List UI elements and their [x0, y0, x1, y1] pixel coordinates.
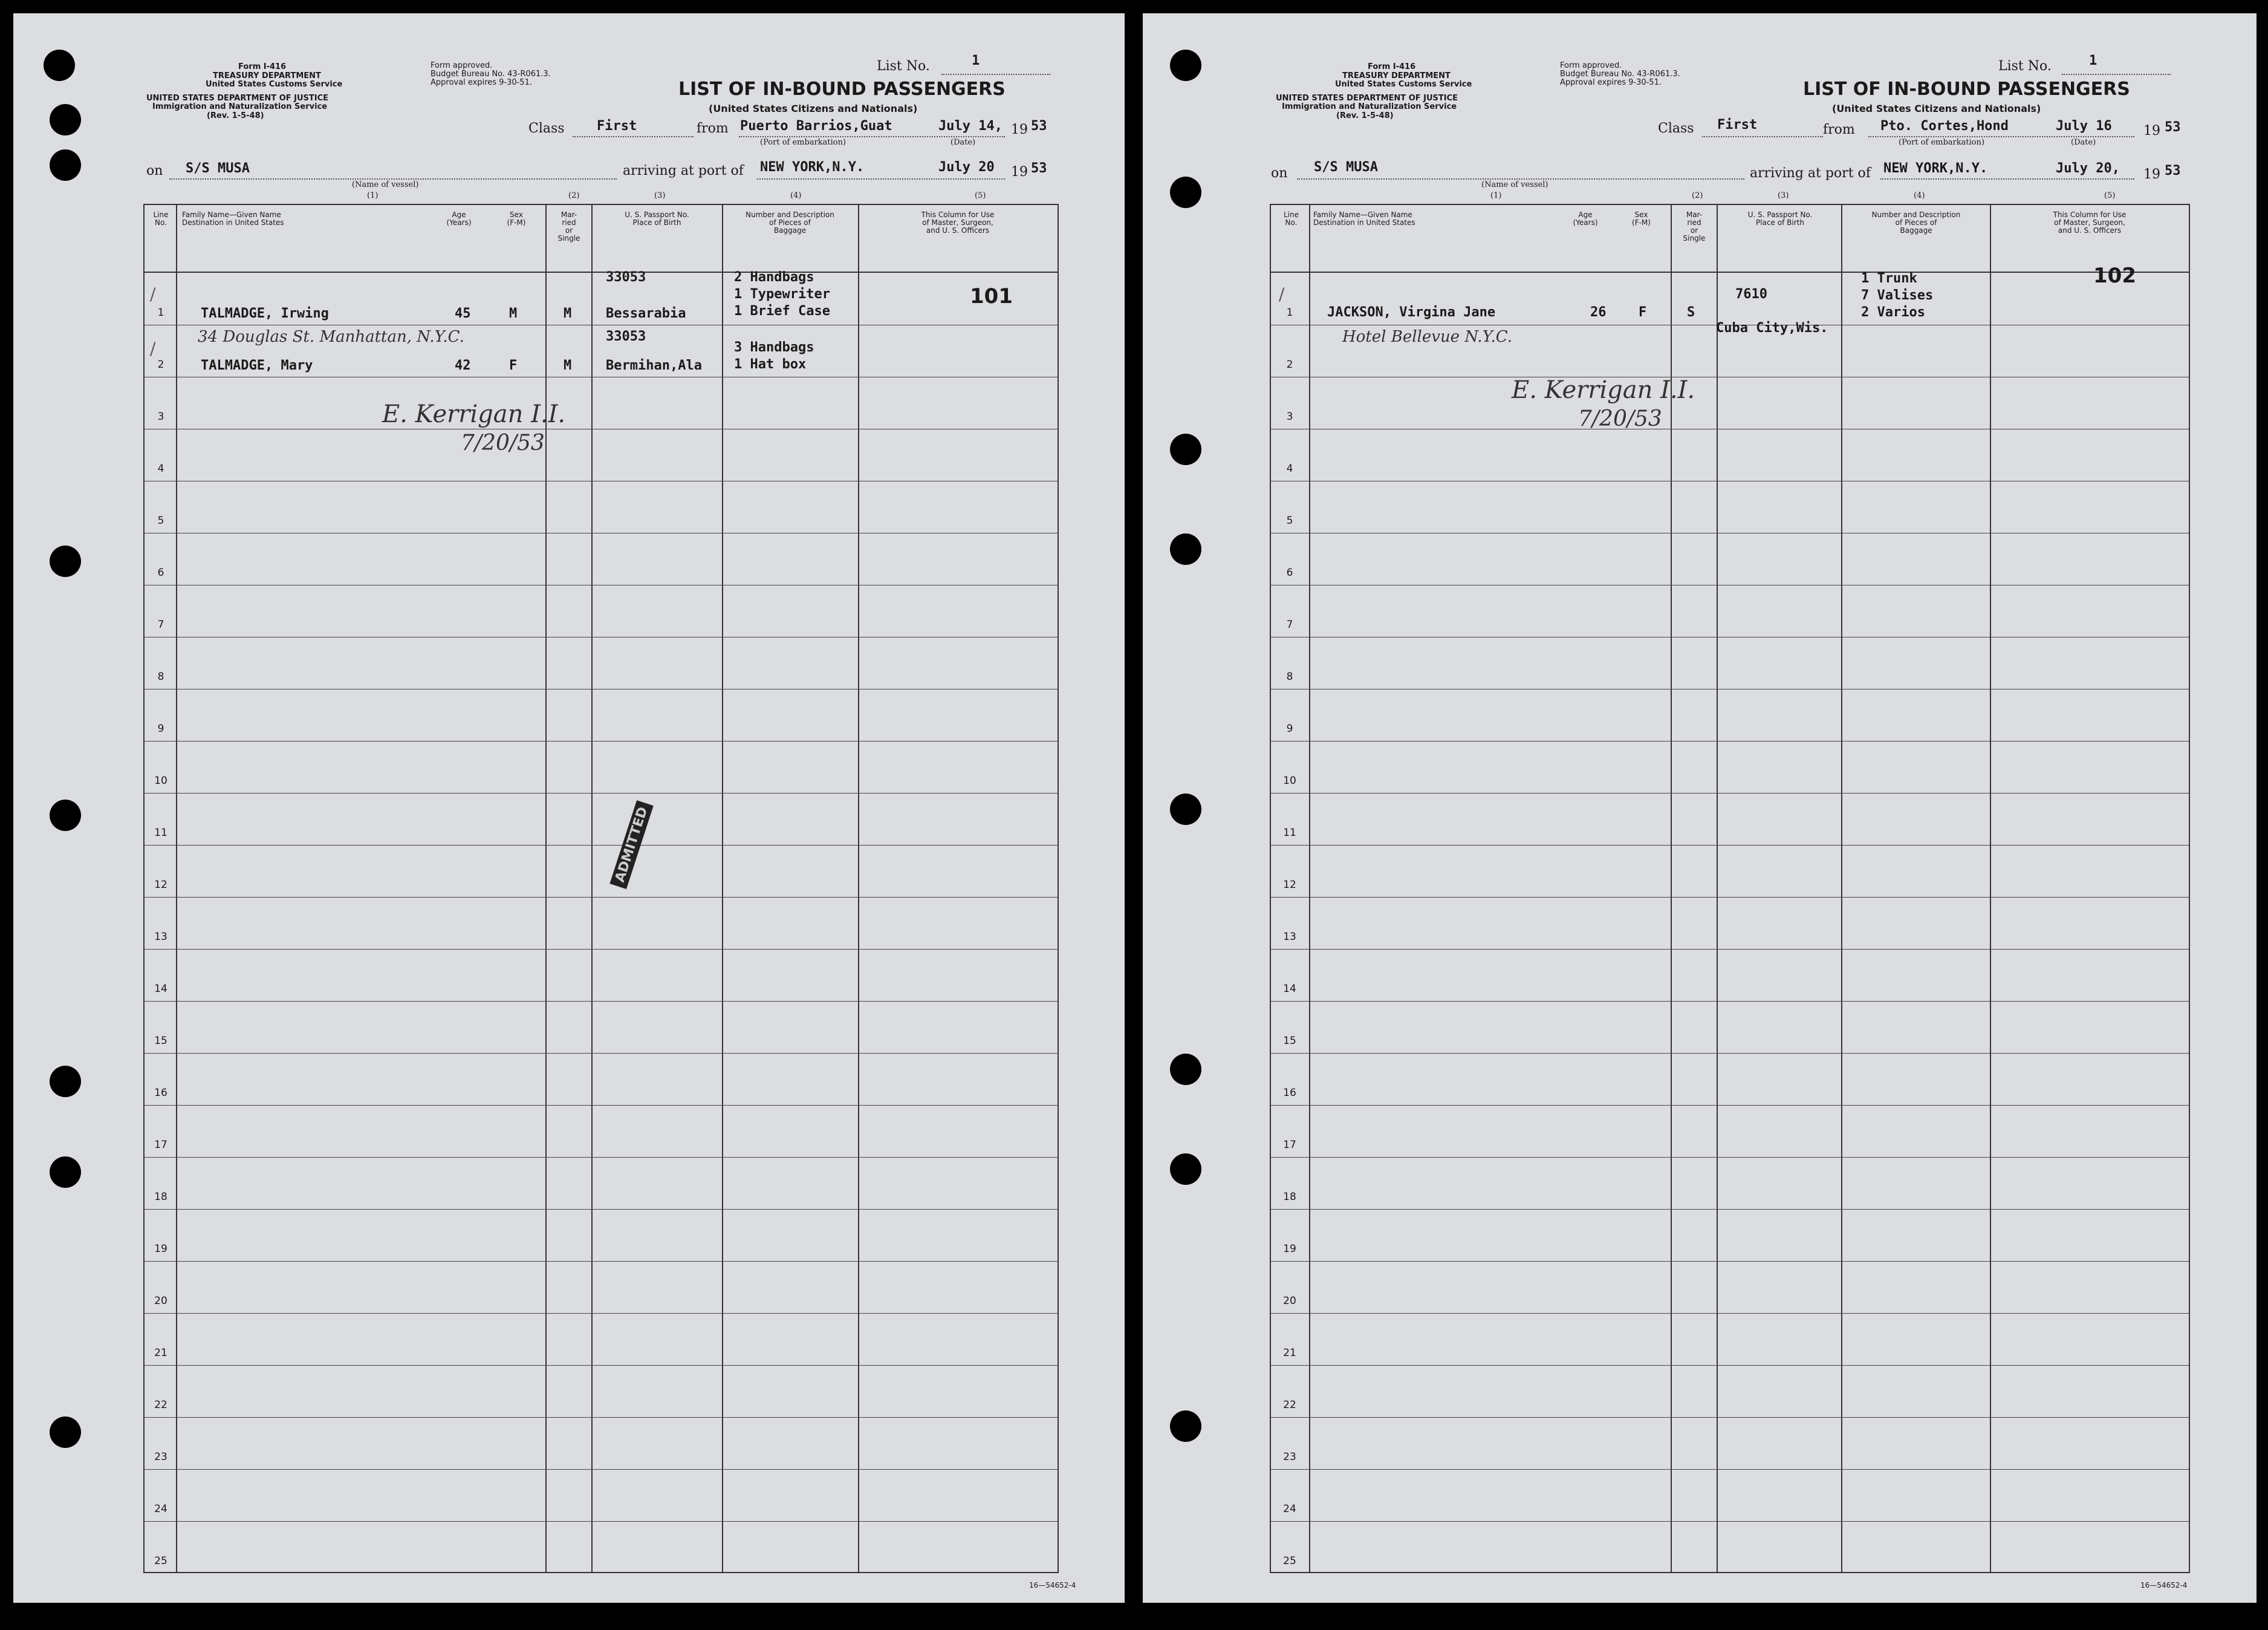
- binder-hole: [1170, 533, 1201, 565]
- row-rule: [1271, 1261, 2189, 1262]
- line-number: 22: [1283, 1399, 1296, 1411]
- date-caption: (Date): [950, 138, 976, 147]
- line-number: 13: [154, 931, 167, 943]
- row-rule: [145, 1521, 1058, 1522]
- list-no-label: List No.: [1998, 59, 2052, 74]
- line-number: 23: [1283, 1451, 1296, 1463]
- line-number: 21: [154, 1347, 167, 1359]
- form-number: Form I-416: [238, 62, 287, 71]
- column-divider: [1309, 205, 1310, 1572]
- binder-hole: [50, 1156, 81, 1188]
- line-number: 3: [157, 411, 164, 423]
- passenger-sex: F: [509, 358, 518, 373]
- embarkation-year: 53: [2165, 120, 2181, 135]
- line-number: 5: [157, 515, 164, 527]
- arrival-year: 53: [2165, 163, 2181, 178]
- column-number: (5): [975, 191, 986, 200]
- line-number: 16: [154, 1087, 167, 1099]
- row-rule: [145, 1209, 1058, 1210]
- binder-hole: [1170, 794, 1201, 825]
- row-rule: [1271, 1209, 2189, 1210]
- line-number: 11: [154, 827, 167, 839]
- baggage-item: 1 Typewriter: [734, 287, 830, 302]
- page-title: LIST OF IN-BOUND PASSENGERS: [1803, 79, 2130, 100]
- line-number: 8: [1286, 671, 1293, 683]
- line-number: 22: [154, 1399, 167, 1411]
- row-rule: [145, 1157, 1058, 1158]
- page-subtitle: (United States Citizens and Nationals): [1832, 103, 2041, 114]
- vessel-caption: (Name of vessel): [1481, 180, 1548, 189]
- baggage-item: 7 Valises: [1861, 288, 1934, 303]
- row-rule: [1271, 949, 2189, 950]
- binder-hole: [50, 1416, 81, 1448]
- underline: [941, 74, 1050, 75]
- passenger-table: [143, 204, 1059, 1573]
- class-value: First: [597, 119, 637, 134]
- row-rule: [1271, 1417, 2189, 1418]
- row-rule: [145, 1469, 1058, 1470]
- col-header-officers: This Column for Use of Master, Surgeon, and U. S. Officers: [921, 210, 995, 235]
- row-rule: [1271, 1001, 2189, 1002]
- column-number: (4): [790, 191, 802, 200]
- line-number: 17: [1283, 1139, 1296, 1151]
- column-number: (1): [1490, 191, 1502, 200]
- vessel-caption: (Name of vessel): [352, 180, 419, 189]
- row-rule: [1271, 897, 2189, 898]
- row-rule: [1271, 1521, 2189, 1522]
- on-label: on: [146, 163, 163, 178]
- row-rule: [1271, 1053, 2189, 1054]
- row-rule: [145, 1053, 1058, 1054]
- year-prefix: 19: [2143, 167, 2160, 182]
- binder-hole: [1170, 1410, 1201, 1442]
- department: TREASURY DEPARTMENT: [213, 71, 321, 80]
- line-number: 15: [154, 1035, 167, 1047]
- line-number: 9: [157, 723, 164, 735]
- line-number: 14: [1283, 983, 1296, 995]
- header-divider: [1271, 272, 2189, 273]
- service: United States Customs Service: [1335, 80, 1472, 89]
- arriving-label: arriving at port of: [623, 163, 744, 178]
- column-number: (4): [1914, 191, 1925, 200]
- line-number: 24: [1283, 1503, 1296, 1515]
- line-number: 2: [157, 359, 164, 371]
- line-number: 6: [1286, 567, 1293, 579]
- row-rule: [145, 741, 1058, 742]
- department: UNITED STATES DEPARTMENT OF JUSTICE: [146, 94, 329, 103]
- binder-hole: [50, 546, 81, 577]
- page-subtitle: (United States Citizens and Nationals): [709, 103, 918, 114]
- approval-line: Budget Bureau No. 43-R061.3.: [431, 70, 551, 79]
- baggage-item: 2 Varios: [1861, 305, 1925, 320]
- col-header-passport: U. S. Passport No. Place of Birth: [1747, 210, 1813, 227]
- line-number: 4: [157, 463, 164, 475]
- arrival-port: NEW YORK,N.Y.: [760, 160, 865, 175]
- underline: [757, 178, 1005, 180]
- line-number: 11: [1283, 827, 1296, 839]
- passport-number: 7610: [1735, 287, 1767, 302]
- passenger-age: 45: [455, 306, 471, 321]
- year-prefix: 19: [1011, 122, 1028, 137]
- place-of-birth: Bessarabia: [606, 306, 686, 321]
- inspection-date: 7/20/53: [1578, 406, 1662, 431]
- line-number: 10: [154, 775, 167, 787]
- row-rule: [1271, 1469, 2189, 1470]
- col-header-baggage: Number and Description of Pieces of Baggage: [746, 210, 834, 235]
- officer-number: 101: [970, 284, 1013, 308]
- column-divider: [176, 205, 177, 1572]
- passenger-age: 26: [1590, 305, 1607, 320]
- class-label: Class: [528, 121, 565, 136]
- approval-line: Form approved.: [1560, 61, 1622, 70]
- place-of-birth: Bermihan,Ala: [606, 358, 702, 373]
- row-rule: [145, 897, 1058, 898]
- line-number: 21: [1283, 1347, 1296, 1359]
- handwritten-address: 34 Douglas St. Manhattan, N.Y.C.: [198, 328, 464, 346]
- list-no-label: List No.: [877, 59, 930, 74]
- underline: [1880, 178, 2134, 180]
- column-divider: [858, 205, 859, 1572]
- column-number: (3): [1778, 191, 1789, 200]
- embarkation-port: Pto. Cortes,Hond: [1880, 119, 2009, 134]
- col-header-officers: This Column for Use of Master, Surgeon, and U. S. Officers: [2053, 210, 2127, 235]
- baggage-item: 1 Trunk: [1861, 271, 1917, 286]
- line-number: 5: [1286, 515, 1293, 527]
- passenger-marital: S: [1687, 305, 1695, 320]
- line-number: 6: [157, 567, 164, 579]
- line-number: 17: [154, 1139, 167, 1151]
- baggage-item: 3 Handbags: [734, 340, 814, 355]
- underline: [169, 178, 617, 180]
- line-number: 7: [157, 619, 164, 631]
- class-value: First: [1717, 117, 1758, 132]
- baggage-item: 1 Hat box: [734, 357, 807, 372]
- port-caption: (Port of embarkation): [760, 138, 846, 147]
- vessel-name: S/S MUSA: [186, 161, 250, 176]
- form-footer-code: 16—54652-4: [1029, 1581, 1076, 1589]
- row-rule: [145, 1417, 1058, 1418]
- column-divider: [1990, 205, 1991, 1572]
- underline: [1702, 136, 1823, 137]
- line-number: 9: [1286, 723, 1293, 735]
- row-rule: [1271, 1365, 2189, 1366]
- approval-line: Approval expires 9-30-51.: [1560, 78, 1662, 87]
- column-divider: [591, 205, 593, 1572]
- line-number: 4: [1286, 463, 1293, 475]
- column-divider: [1671, 205, 1672, 1572]
- row-rule: [1271, 845, 2189, 846]
- col-header-line-no: Line No.: [1283, 210, 1299, 227]
- line-number: 19: [154, 1243, 167, 1255]
- place-of-birth: Cuba City,Wis.: [1716, 321, 1828, 336]
- binder-hole: [50, 149, 81, 181]
- underline: [1297, 178, 1744, 180]
- passenger-marital: M: [564, 358, 572, 373]
- admission-stamp: ADMITTED: [609, 800, 653, 889]
- line-number: 14: [154, 983, 167, 995]
- col-header-married: Mar- ried or Single: [1683, 210, 1706, 243]
- binder-hole: [1170, 50, 1201, 81]
- col-header-sex: Sex (F-M): [1632, 210, 1651, 227]
- line-number: 8: [157, 671, 164, 683]
- row-rule: [145, 949, 1058, 950]
- row-rule: [1271, 1157, 2189, 1158]
- line-number: 3: [1286, 411, 1293, 423]
- row-rule: [145, 1365, 1058, 1366]
- col-header-sex: Sex (F-M): [507, 210, 526, 227]
- row-rule: [145, 1261, 1058, 1262]
- embarkation-port: Puerto Barrios,Guat: [740, 119, 892, 134]
- binder-hole: [1170, 1054, 1201, 1085]
- embarkation-date: July 16: [2056, 119, 2112, 134]
- row-rule: [1271, 1313, 2189, 1314]
- line-number: 16: [1283, 1087, 1296, 1099]
- approval-line: Budget Bureau No. 43-R061.3.: [1560, 70, 1680, 79]
- underline: [573, 136, 694, 137]
- inspector-signature: E. Kerrigan I.I.: [382, 400, 566, 428]
- line-number: 24: [154, 1503, 167, 1515]
- binder-hole: [50, 800, 81, 831]
- from-label: from: [697, 121, 729, 136]
- underline: [739, 136, 1005, 137]
- manifest-page-left: [13, 13, 1125, 1603]
- column-number: (3): [654, 191, 666, 200]
- line-number: 13: [1283, 931, 1296, 943]
- underline: [2062, 74, 2171, 75]
- underline: [1868, 136, 2134, 137]
- embarkation-year: 53: [1031, 119, 1047, 134]
- line-number: 10: [1283, 775, 1296, 787]
- revision: (Rev. 1-5-48): [207, 111, 264, 120]
- row-rule: [145, 1105, 1058, 1106]
- passenger-name: TALMADGE, Irwing: [201, 306, 329, 321]
- passenger-age: 42: [455, 358, 471, 373]
- row-rule: [145, 845, 1058, 846]
- form-number: Form I-416: [1368, 62, 1416, 71]
- col-header-married: Mar- ried or Single: [557, 210, 580, 243]
- column-number: (1): [367, 191, 379, 200]
- check-mark: /: [1279, 284, 1285, 304]
- approval-line: Form approved.: [431, 61, 493, 70]
- form-footer-code: 16—54652-4: [2140, 1581, 2188, 1589]
- line-number: 19: [1283, 1243, 1296, 1255]
- passenger-name: TALMADGE, Mary: [201, 358, 313, 373]
- embarkation-date: July 14,: [938, 119, 1002, 134]
- service: United States Customs Service: [206, 80, 343, 89]
- passenger-table: [1270, 204, 2190, 1573]
- year-prefix: 19: [2143, 123, 2160, 139]
- revision: (Rev. 1-5-48): [1336, 111, 1394, 120]
- line-number: 20: [1283, 1295, 1296, 1307]
- line-number: 7: [1286, 619, 1293, 631]
- column-divider: [722, 205, 723, 1572]
- passenger-marital: M: [564, 306, 572, 321]
- check-mark: /: [150, 284, 156, 304]
- row-rule: [1271, 1105, 2189, 1106]
- on-label: on: [1271, 166, 1288, 181]
- binder-hole: [50, 104, 81, 135]
- vessel-name: S/S MUSA: [1314, 160, 1378, 175]
- column-divider: [1841, 205, 1842, 1572]
- row-rule: [145, 1001, 1058, 1002]
- passport-number: 33053: [606, 329, 646, 344]
- column-number: (2): [568, 191, 580, 200]
- arriving-label: arriving at port of: [1750, 166, 1871, 181]
- line-number: 1: [1286, 307, 1293, 319]
- line-number: 25: [1283, 1555, 1296, 1567]
- col-header-age: Age (Years): [446, 210, 472, 227]
- passenger-sex: M: [509, 306, 518, 321]
- manifest-page-right: [1143, 13, 2257, 1603]
- line-number: 12: [154, 879, 167, 891]
- list-no-value: 1: [972, 53, 980, 68]
- department: UNITED STATES DEPARTMENT OF JUSTICE: [1276, 94, 1458, 103]
- col-header-passport: U. S. Passport No. Place of Birth: [625, 210, 689, 227]
- check-mark: /: [150, 339, 156, 359]
- department: TREASURY DEPARTMENT: [1342, 71, 1451, 80]
- col-header-age: Age (Years): [1573, 210, 1598, 227]
- line-number: 12: [1283, 879, 1296, 891]
- passenger-sex: F: [1639, 305, 1647, 320]
- inspector-signature: E. Kerrigan I.I.: [1512, 376, 1695, 404]
- line-number: 1: [157, 307, 164, 319]
- handwritten-address: Hotel Bellevue N.Y.C.: [1342, 328, 1512, 346]
- column-number: (2): [1692, 191, 1703, 200]
- arrival-date: July 20,: [2056, 161, 2120, 176]
- column-divider: [1717, 205, 1718, 1572]
- officer-number: 102: [2093, 264, 2136, 288]
- line-number: 25: [154, 1555, 167, 1567]
- list-no-value: 1: [2089, 53, 2097, 68]
- line-number: 18: [1283, 1191, 1296, 1203]
- header-divider: [145, 272, 1058, 273]
- row-rule: [145, 793, 1058, 794]
- row-rule: [1271, 741, 2189, 742]
- passenger-name: JACKSON, Virgina Jane: [1327, 305, 1496, 320]
- line-number: 23: [154, 1451, 167, 1463]
- arrival-year: 53: [1031, 161, 1047, 176]
- col-header-name: Family Name—Given Name Destination in United States: [182, 210, 284, 227]
- page-title: LIST OF IN-BOUND PASSENGERS: [678, 79, 1006, 100]
- row-rule: [1271, 793, 2189, 794]
- port-caption: (Port of embarkation): [1899, 138, 1985, 147]
- col-header-name: Family Name—Given Name Destination in United States: [1313, 210, 1415, 227]
- date-caption: (Date): [2071, 138, 2096, 147]
- binder-hole: [50, 1066, 81, 1097]
- from-label: from: [1823, 122, 1855, 137]
- binder-hole: [1170, 177, 1201, 208]
- binder-hole: [1170, 1153, 1201, 1185]
- class-label: Class: [1658, 121, 1694, 136]
- binder-hole: [1170, 434, 1201, 465]
- line-number: 15: [1283, 1035, 1296, 1047]
- arrival-port: NEW YORK,N.Y.: [1883, 161, 1988, 176]
- approval-line: Approval expires 9-30-51.: [431, 78, 532, 87]
- inspection-date: 7/20/53: [461, 431, 545, 455]
- year-prefix: 19: [1011, 165, 1028, 180]
- binder-hole: [44, 50, 75, 81]
- line-number: 18: [154, 1191, 167, 1203]
- service: Immigration and Naturalization Service: [152, 102, 328, 111]
- baggage-item: 1 Brief Case: [734, 304, 830, 319]
- baggage-item: 2 Handbags: [734, 270, 814, 285]
- line-number: 2: [1286, 359, 1293, 371]
- column-number: (5): [2104, 191, 2116, 200]
- service: Immigration and Naturalization Service: [1282, 102, 1457, 111]
- col-header-baggage: Number and Description of Pieces of Baggage: [1871, 210, 1961, 235]
- line-number: 20: [154, 1295, 167, 1307]
- arrival-date: July 20: [938, 160, 995, 175]
- row-rule: [145, 1313, 1058, 1314]
- passport-number: 33053: [606, 270, 646, 285]
- col-header-line-no: Line No.: [153, 210, 169, 227]
